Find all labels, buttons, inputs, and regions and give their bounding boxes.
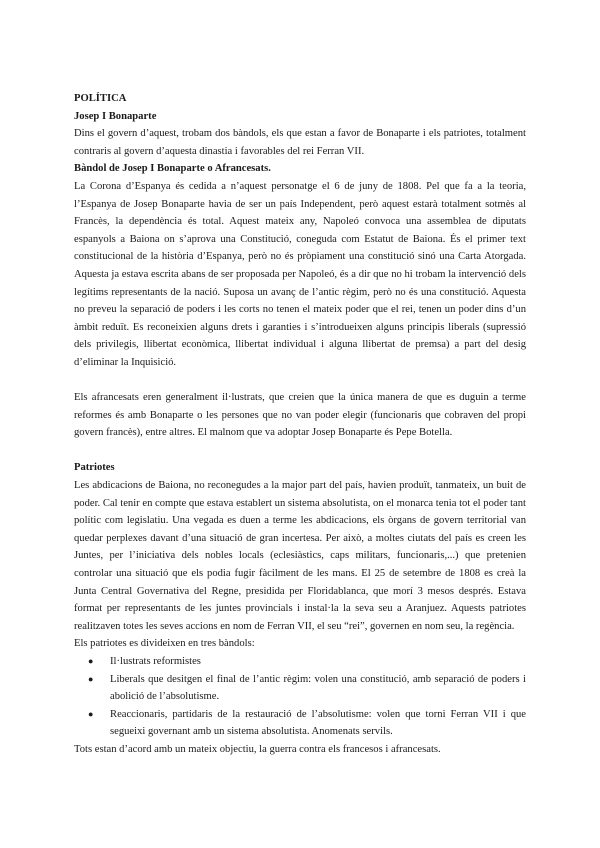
paragraph-intro: Dins el govern d’aquest, trobam dos bàndols, els que estan a favor de Bonaparte i els patriotes, totalment contraris al govern d’aquesta dinastia i favorables del rei Ferran VII. (74, 128, 526, 157)
bullet-list (74, 653, 526, 741)
document-title: POLÍTICA (74, 93, 127, 104)
paragraph-patriotes-1: Les abdicacions de Baiona, no reconegudes a la major part del país, havien produït, tanmateix, un buit de poder. Cal tenir en compte que estava establert un sistema absolutista, on el monarca tenia tot el poder tant polític com legislatiu. Una vegada es duen a terme les abdicacions, els òrgans de govern territorial van quedar perplexes davant d’una situació de gran incertesa. Per això, a moltes ciutats del país es creen les Juntes, per l’iniciativa dels nobles locals (eclesiàstics, caps militars, funcionaris,...) que pretenien controlar una situació que els podia fugir fàcilment de les mans. El 25 de setembre de 1808 es creà la Junta Central Governativa del Regne, presidida per Floridablanca, que morí 3 mesos després. Estava format per representants de les juntes provincials i instal·la la seva seu a Aranjuez. Aquests patriotes realitzaven totes les seves accions en nom de Ferran VII, el seu “rei”, governen en nom seu, la regència. (74, 480, 526, 632)
document-page (74, 90, 526, 759)
list-item: ● Liberals que desitgen el final de l’antic règim: volen una constitució, amb separació de poders i abolició de l’absolutisme. (74, 671, 526, 706)
bullet-icon: ● (88, 708, 94, 719)
list-item: ● Reaccionaris, partidaris de la restauració de l’absolutisme: volen que torni Ferran VII i que segueixi governant amb un sistema absolutista. Anomenats servils. (74, 706, 526, 741)
bullet-icon: ● (88, 673, 94, 684)
paragraph-afrancesats-1: La Corona d’Espanya és cedida a n’aquest personatge el 6 de juny de 1808. Pel que fa a la teoria, l’Espanya de Josep Bonaparte havia de ser un país Independent, però aquest estarà totalment sotmès al Francès, la dependència és total. Aquest mateix any, Napoleó convoca una assemblea de diputats espanyols a Baiona on s’aprova una Constitució, coneguda com Estatut de Baiona. És el primer text constitucional de la història d’Espanya, però no és pròpiament una constitució sinó una Carta Atorgada. Aquesta ja estava escrita abans de ser proposada per Napoleó, és a dir que no hi trobam la intervenció dels legítims representants de la nació. Suposa un avanç de l’antic règim, però no és una constitució. Aquesta no preveu la separació de poders i les corts no tenen el mateix poder que el rei, tenen un poder dins d’un àmbit reduït. Es reconeixien alguns drets i garanties i s’introdueixen alguns principis liberals (supressió dels privilegis, llibertat econòmica, llibertat individual i alguna llibertat de premsa) a part del desig d’eliminar la Inquisició. (74, 180, 526, 368)
list-item: ● Il·lustrats reformistes (74, 653, 526, 671)
bullet-icon: ● (88, 656, 94, 666)
heading-patriotes: Patriotes (74, 462, 115, 474)
heading-afrancesats: Bàndol de Josep I Bonaparte o Afrancesats. (74, 163, 271, 175)
spacer (74, 442, 526, 460)
paragraph-afrancesats-2: Els afrancesats eren generalment il·lustrats, que creien que la única manera de que es duguin a terme reformes és amb Bonaparte o les persones que no van poder elegir (funcionaris que cobraven del propi govern francès), entre altres. El malnom que va adoptar Josep Bonaparte és Pepe Botella. (74, 392, 526, 439)
heading-josep-bonaparte: Josep I Bonaparte (74, 110, 157, 122)
paragraph-patriotes-intro: Els patriotes es divideixen en tres bàndols: (74, 638, 255, 650)
spacer (74, 372, 526, 390)
paragraph-closing: Tots estan d’acord amb un mateix objectiu, la guerra contra els francesos i afrancesats. (74, 743, 441, 755)
